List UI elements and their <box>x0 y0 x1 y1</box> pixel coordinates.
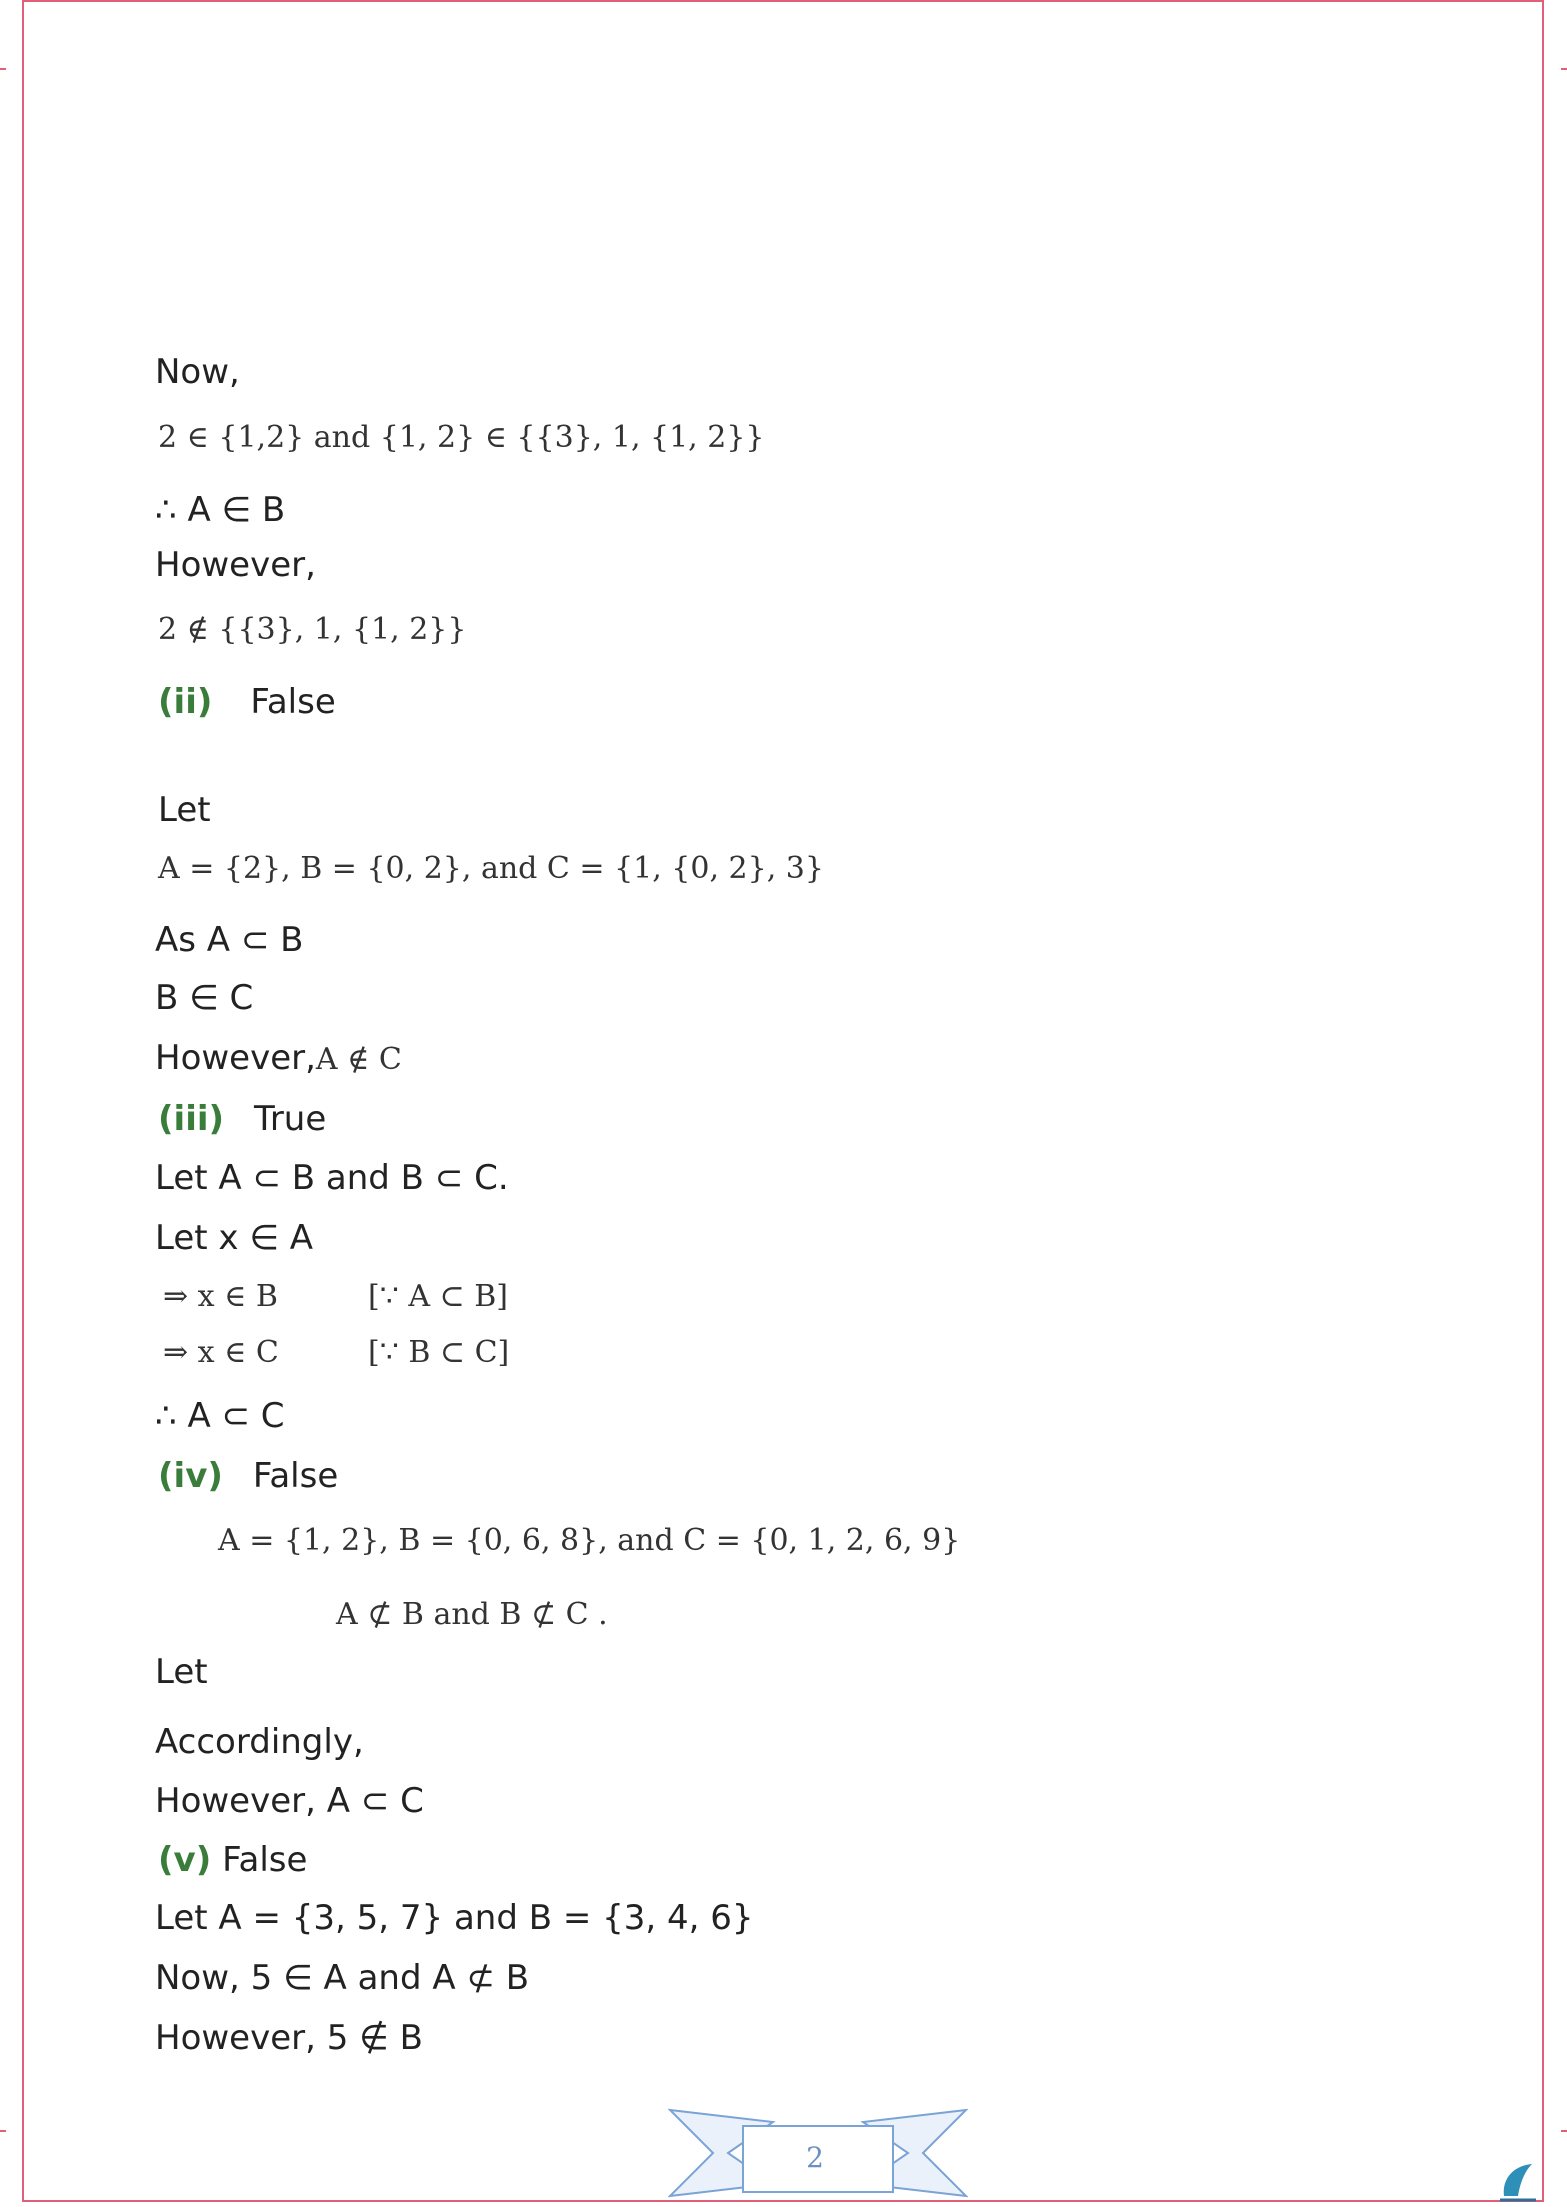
margin-tick <box>1561 2130 1567 2132</box>
math-line: ⇒ x ∈ B [∵ A ⊂ B] <box>163 1279 508 1314</box>
math-line: 2 ∈ {1,2} and {1, 2} ∈ {{3}, 1, {1, 2}} <box>158 420 765 455</box>
text-line: B ∈ C <box>155 978 254 1018</box>
margin-tick <box>0 2130 6 2132</box>
text-line: Let A = {3, 5, 7} and B = {3, 4, 6} <box>155 1898 754 1938</box>
math-line: A = {2}, B = {0, 2}, and C = {1, {0, 2}, 3} <box>158 851 824 886</box>
answer-heading: (iii) True <box>158 1099 327 1139</box>
part-label: (iv) <box>158 1456 223 1496</box>
answer-heading: (ii) False <box>158 682 336 722</box>
margin-tick <box>1561 68 1567 70</box>
math-line: 2 ∉ {{3}, 1, {1, 2}} <box>158 612 467 647</box>
answer-heading: (v) False <box>158 1840 308 1880</box>
text-line: Accordingly, <box>155 1722 364 1762</box>
text-line: ∴ A ∈ B <box>155 490 286 530</box>
text-line: However,A ∉ C <box>155 1038 402 1078</box>
text-line: However, <box>155 545 316 585</box>
text-line: However, 5 ∉ B <box>155 2018 423 2058</box>
publisher-logo-icon <box>1498 2160 1538 2202</box>
text-line: Let <box>155 1652 208 1692</box>
margin-tick <box>0 68 6 70</box>
part-label: (v) <box>158 1840 212 1880</box>
math-line: ⇒ x ∈ C [∵ B ⊂ C] <box>163 1335 510 1370</box>
part-label: (iii) <box>158 1099 225 1139</box>
answer-heading: (iv) False <box>158 1456 339 1496</box>
math-line: A ⊄ B and B ⊄ C . <box>336 1597 608 1632</box>
text-line: Let A ⊂ B and B ⊂ C. <box>155 1158 509 1198</box>
text-line: ∴ A ⊂ C <box>155 1396 285 1436</box>
part-label: (ii) <box>158 682 213 722</box>
text-line: Let x ∈ A <box>155 1218 314 1258</box>
text-line: Now, 5 ∈ A and A ⊄ B <box>155 1958 530 1998</box>
math-line: A = {1, 2}, B = {0, 6, 8}, and C = {0, 1, 2, 6, 9} <box>218 1523 961 1558</box>
text-line: As A ⊂ B <box>155 920 304 960</box>
text-line: However, A ⊂ C <box>155 1781 424 1821</box>
text-line: Let <box>158 790 211 830</box>
page-number: 2 <box>806 2141 824 2174</box>
text-line: Now, <box>155 352 240 392</box>
